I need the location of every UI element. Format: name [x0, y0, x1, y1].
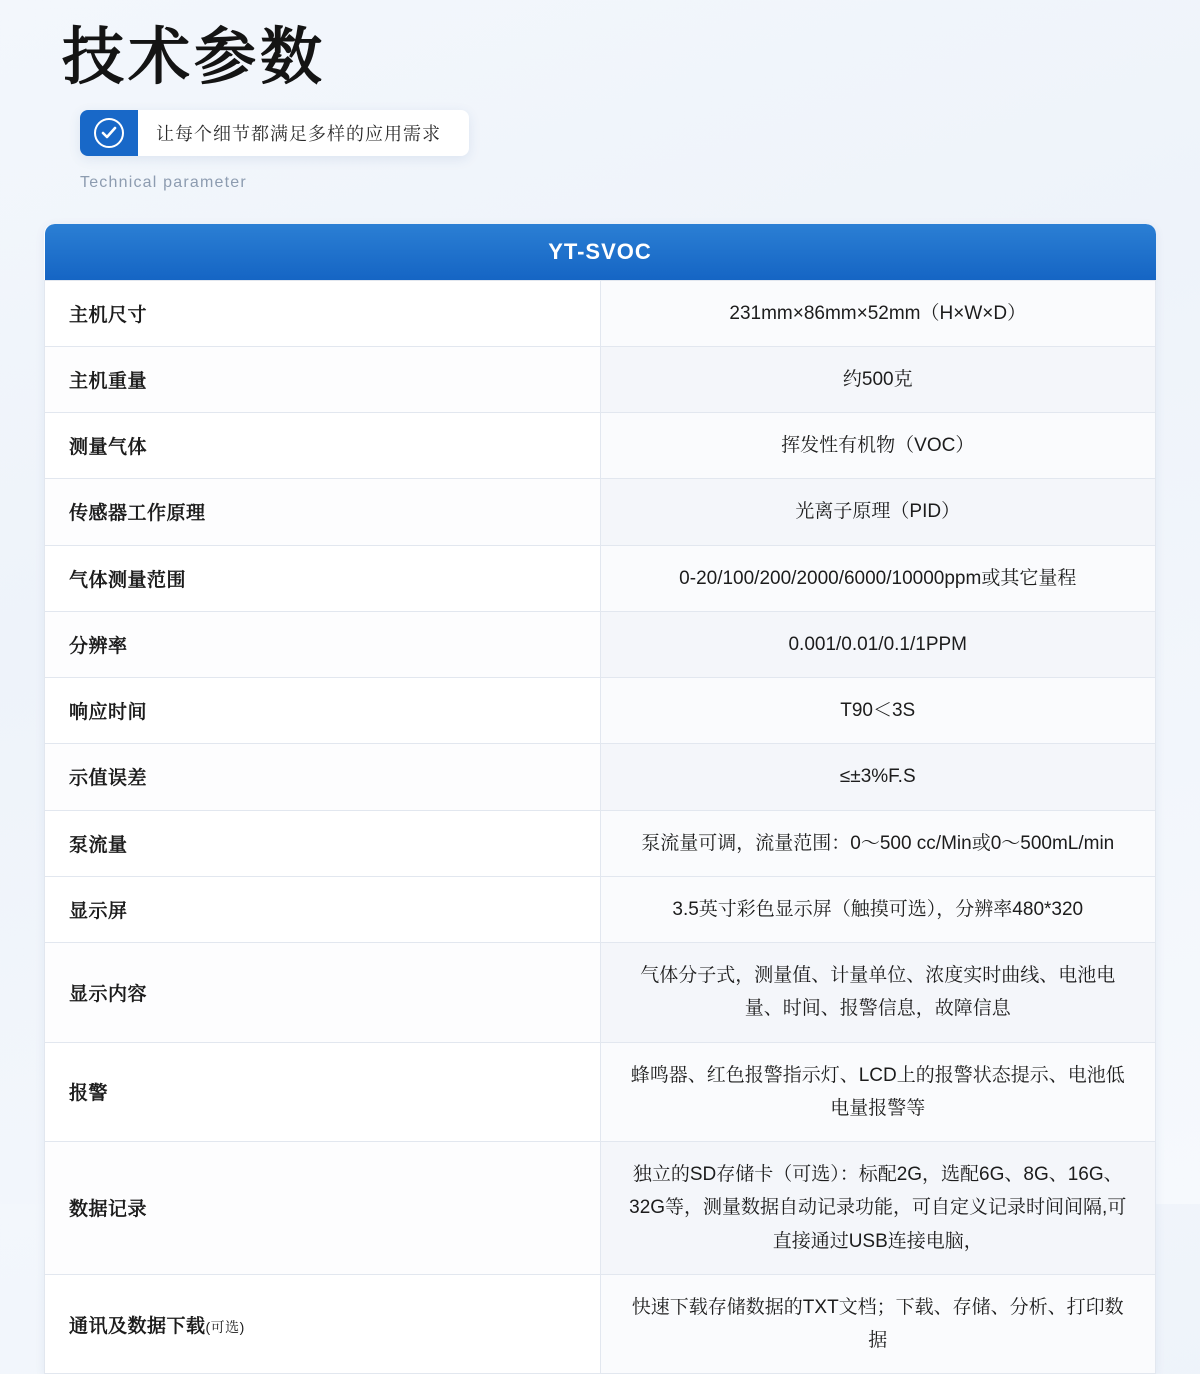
spec-table-wrapper [44, 224, 1156, 1374]
table-row [45, 1042, 1156, 1142]
row-label: 气体测量范围 [45, 545, 601, 611]
table-row [45, 1274, 1156, 1374]
table-row [45, 943, 1156, 1043]
row-value: 约500克 [600, 346, 1156, 412]
row-value: 挥发性有机物（VOC） [600, 413, 1156, 479]
table-row [45, 413, 1156, 479]
row-label: 响应时间 [45, 678, 601, 744]
row-value: 0.001/0.01/0.1/1PPM [600, 611, 1156, 677]
page-title: 技术参数 [62, 18, 1200, 96]
check-badge [80, 110, 138, 156]
row-label: 报警 [45, 1042, 601, 1142]
row-label: 传感器工作原理 [45, 479, 601, 545]
row-value: T90＜3S [600, 678, 1156, 744]
row-label: 泵流量 [45, 810, 601, 876]
table-row [45, 810, 1156, 876]
table-row [45, 1142, 1156, 1275]
row-label: 测量气体 [45, 413, 601, 479]
spec-table-body [45, 280, 1156, 1374]
table-row [45, 479, 1156, 545]
english-subtitle: Technical parameter [80, 174, 1200, 192]
row-value: 快速下载存储数据的TXT文档；下载、存储、分析、打印数据 [600, 1274, 1156, 1374]
row-value: 气体分子式，测量值、计量单位、浓度实时曲线、电池电量、时间、报警信息，故障信息 [600, 943, 1156, 1043]
table-row [45, 611, 1156, 677]
row-value: 独立的SD存储卡（可选）：标配2G，选配6G、8G、16G、32G等，测量数据自动记录功能，可自定义记录时间间隔,可直接通过USB连接电脑， [600, 1142, 1156, 1275]
row-value: 泵流量可调，流量范围：0～500 cc/Min或0～500mL/min [600, 810, 1156, 876]
row-value: 231mm×86mm×52mm（H×W×D） [600, 280, 1156, 346]
row-label: 主机重量 [45, 346, 601, 412]
row-label-text: 通讯及数据下载 [69, 1316, 206, 1337]
row-label: 数据记录 [45, 1142, 601, 1275]
page-header [0, 0, 1200, 192]
row-value: 0-20/100/200/2000/6000/10000ppm或其它量程 [600, 545, 1156, 611]
model-title: YT-SVOC [45, 224, 1156, 281]
table-row [45, 744, 1156, 810]
row-value: 3.5英寸彩色显示屏（触摸可选），分辨率480*320 [600, 876, 1156, 942]
table-row [45, 280, 1156, 346]
table-row [45, 545, 1156, 611]
table-row [45, 876, 1156, 942]
row-value: 光离子原理（PID） [600, 479, 1156, 545]
row-label: 主机尺寸 [45, 280, 601, 346]
table-row [45, 346, 1156, 412]
row-label: 示值误差 [45, 744, 601, 810]
row-value: ≤±3%F.S [600, 744, 1156, 810]
table-header-row [45, 224, 1156, 281]
check-icon [94, 118, 124, 148]
row-label: 分辨率 [45, 611, 601, 677]
subtitle-banner [80, 110, 469, 156]
row-label [45, 1274, 601, 1374]
subtitle-text: 让每个细节都满足多样的应用需求 [138, 120, 441, 146]
row-label: 显示屏 [45, 876, 601, 942]
row-label-note: (可选) [206, 1319, 245, 1335]
row-label: 显示内容 [45, 943, 601, 1043]
spec-table [44, 224, 1156, 1374]
table-row [45, 678, 1156, 744]
row-value: 蜂鸣器、红色报警指示灯、LCD上的报警状态提示、电池低电量报警等 [600, 1042, 1156, 1142]
